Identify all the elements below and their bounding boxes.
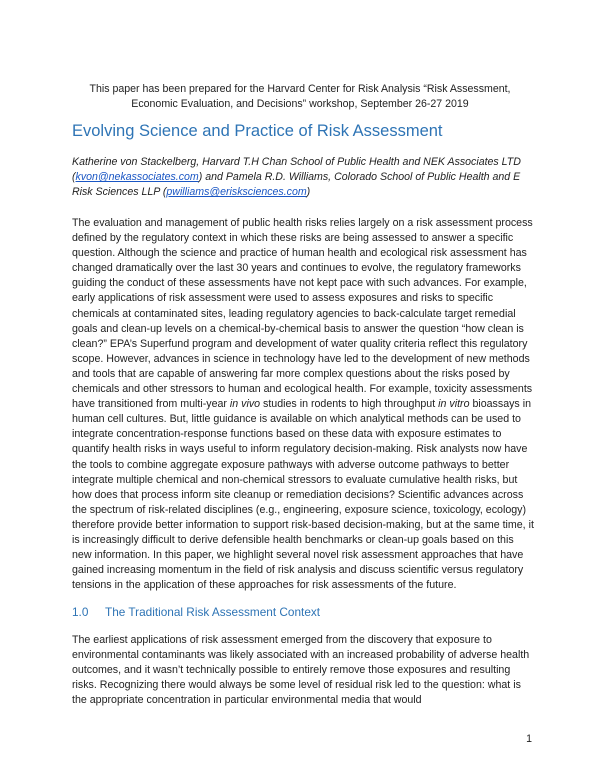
author-text-2: ) and Pamela R.D. Williams, Colorado School of Public Health and E Risk Sciences LLP ( [72,171,521,198]
abstract-text-1: The evaluation and management of public health risks relies largely on a risk assessment process defined by the regulatory context in which these risks are being assessed to answer a specific question. Although the science and practice of human health and ecological risk assessment has changed dramatically over the last 30 years and continues to evolve, the regulatory frameworks guiding the conduct of these assessments have not kept pace with such advances. For example, early applications of risk assessment were used to assess exposures and risks to specific chemicals at contaminated sites, leading regulatory agencies to back-calculate target remedial goals and clean-up levels on a chemical-by-chemical basis to answer the question “how clean is clean?” EPA’s Superfund program and development of water quality criteria reflect this regulatory scope. However, advances in science in technology have led to the development of new methods and tools that are capable of answering far more complex questions about the risks posed by chemicals and other stressors to human and ecological health. For example, toxicity assessments have transitioned from multi-year [72,217,533,411]
section-title: The Traditional Risk Assessment Context [105,605,321,619]
abstract-italic-2: in vitro [438,398,470,411]
workshop-note-line-2: Economic Evaluation, and Decisions” workshop, September 26-27 2019 [131,98,469,110]
author-text-1: Katherine von Stackelberg, Harvard T.H Chan School of Public Health and NEK Associates LTD ( [72,156,521,183]
author-block [72,155,532,200]
author-text-3: ) [306,186,311,198]
section-body-paragraph: The earliest applications of risk assessment emerged from the discovery that exposure to environmental contaminants was likely associated with an increased probability of adverse health outcomes, and it wasn’t technically possible to entirely remove those exposures and resulting risks. Recognizing there would always be some level of residual risk led to the question: what is the appropriate concentration in particular environmental media that would [72,634,530,707]
abstract-italic-1: in vivo [229,398,261,411]
abstract-text-2: studies in rodents to high throughput [260,398,439,411]
page-number: 1 [526,733,532,745]
author-email-link-1[interactable]: kvon@nekassociates.com [75,171,199,183]
abstract-text-3: bioassays in human cell cultures. But, little guidance is available on which analytical methods can be used to integrate concentration-response functions based on these data with exposure estimates to quantify health risks in ways useful to inform regulatory decision-making. Risk analysts now have the tools to combine aggregate exposure pathways with adverse outcome pathways to better integrate multiple chemical and non-chemical stressors to evaluate cumulative health risks, but how does that process inform site cleanup or remediation decisions? Scientific advances across the spectrum of risk-related disciplines (e.g., engineering, exposure science, toxicology, ecology) therefore provide better information to support risk-based decision-making, but at the same time, it is increasingly difficult to derive defensible health benchmarks or clean-up goals based on this new information. In this paper, we highlight several novel risk assessment approaches that have gained increasing momentum in the field of risk analysis and discuss scientific versus regulatory tensions in the application of these approaches for risk assessments of the future. [72,398,534,592]
section-number: 1.0 [72,605,89,619]
paper-title: Evolving Science and Practice of Risk Assessment [72,122,443,140]
workshop-note [80,82,520,112]
workshop-note-line-1: This paper has been prepared for the Harvard Center for Risk Analysis “Risk Assessment, [89,83,511,95]
section-heading [72,604,532,620]
abstract-paragraph [72,216,534,593]
author-email-link-2[interactable]: pwilliams@erisksciences.com [166,186,307,198]
